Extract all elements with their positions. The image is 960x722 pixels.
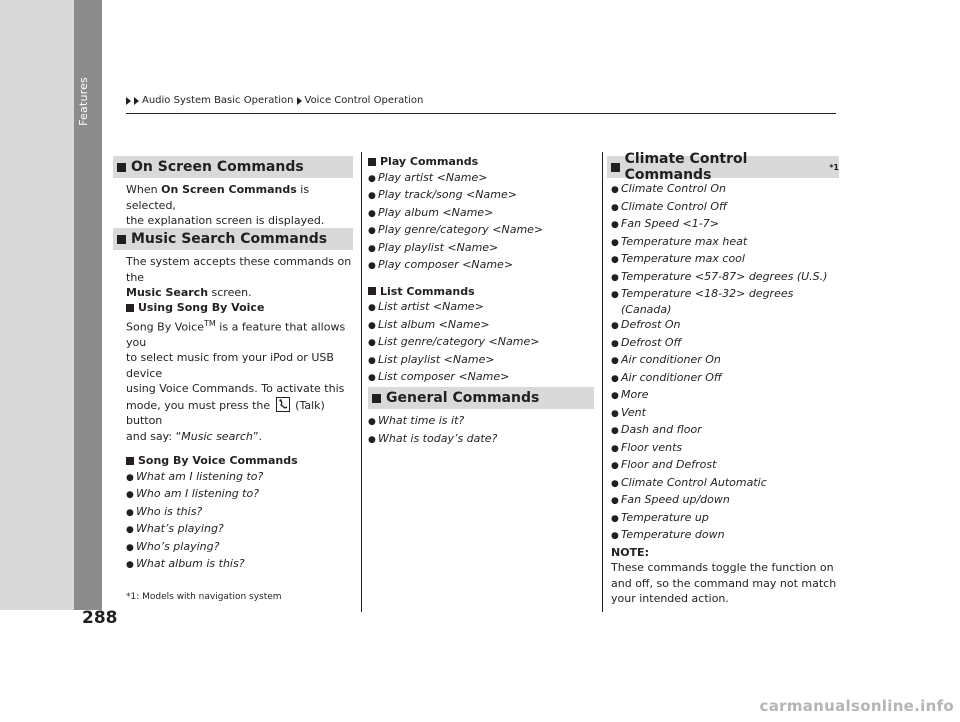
text: ”. [252, 429, 263, 443]
square-bullet-icon [368, 287, 376, 295]
sbv-line [126, 316, 358, 351]
list-item: ● Floor vents [611, 440, 683, 454]
list-item: ● Fan Speed <1-7> [611, 217, 719, 230]
square-bullet-icon [372, 394, 381, 403]
text: (Talk) button [126, 398, 325, 428]
list-item: ● Temperature max heat [611, 234, 748, 248]
bold-term: On Screen Commands [161, 183, 297, 196]
text: screen. [208, 286, 252, 299]
page-number: 288 [82, 608, 118, 628]
heading-text: Climate Control Commands [624, 151, 748, 183]
side-tab-features[interactable] [74, 0, 102, 610]
list-item: ● What’s playing? [126, 522, 224, 536]
column-divider [602, 152, 603, 612]
music-search-commands-heading [113, 228, 353, 250]
square-bullet-icon [126, 457, 134, 465]
square-bullet-icon [117, 163, 126, 172]
trademark: TM [204, 318, 216, 328]
heading-text: On Screen Commands [131, 159, 304, 175]
music-search-description [126, 254, 358, 301]
talk-button-icon [276, 397, 290, 412]
italic-term: Music search [181, 429, 253, 443]
list-item: ● Temperature up [611, 510, 709, 524]
list-item: ● Dash and floor [611, 423, 702, 436]
list-item: ● Air conditioner Off [611, 370, 722, 384]
general-commands-heading [368, 387, 594, 409]
list-item: ● Air conditioner On [611, 353, 721, 366]
list-item: ● Vent [611, 405, 646, 419]
side-tab-label: Features [77, 77, 90, 126]
list-item: ● Climate Control On [611, 182, 726, 195]
text: is a feature that allows you [126, 320, 346, 349]
text: is selected, [126, 183, 310, 212]
side-tab-light [0, 0, 74, 610]
breadcrumb-arrow-icon [126, 97, 131, 105]
footnote: *1: Models with navigation system [126, 592, 282, 602]
climate-control-commands-heading [607, 151, 839, 183]
sbv-line [126, 429, 358, 445]
text: and say: “ [126, 429, 182, 443]
text: The system accepts these commands on the [126, 255, 352, 284]
list-item: ● What is today’s date? [368, 431, 498, 445]
sbv-line [126, 397, 358, 429]
list-item: ● Climate Control Automatic [611, 475, 767, 489]
list-item: ● Floor and Defrost [611, 458, 717, 471]
square-bullet-icon [126, 304, 134, 312]
note-line: These commands toggle the function on [611, 561, 834, 574]
breadcrumb-page-link[interactable]: Voice Control Operation [304, 95, 424, 106]
song-by-voice-section [126, 300, 358, 574]
list-item: ● Temperature <57-87> degrees (U.S.) [611, 269, 828, 283]
subheading-text: Using Song By Voice [138, 301, 265, 314]
text: the explanation screen is displayed. [126, 214, 325, 227]
climate-commands-list [611, 181, 841, 607]
list-item: ● More [611, 388, 649, 401]
list-item: ● Play artist <Name> [368, 170, 488, 184]
list-item: ● List composer <Name> [368, 370, 510, 383]
list-item: ● Play album <Name> [368, 205, 494, 219]
square-bullet-icon [611, 163, 620, 172]
header-rule [126, 113, 836, 114]
list-item: ● Play playlist <Name> [368, 240, 499, 254]
text: mode, you must press the [126, 398, 271, 412]
breadcrumb [126, 95, 423, 106]
list-item: ● What am I listening to? [126, 469, 264, 483]
list-item: ● Play composer <Name> [368, 258, 514, 271]
heading-text: General Commands [386, 390, 540, 406]
note-line: your intended action. [611, 592, 729, 605]
subheading-text: Song By Voice Commands [138, 454, 298, 468]
bold-term: Music Search [126, 286, 209, 299]
list-item: ● Temperature <18-32> degrees (Canada) [611, 287, 794, 316]
square-bullet-icon [368, 158, 376, 166]
on-screen-commands-heading [113, 156, 353, 178]
list-item: ● Play track/song <Name> [368, 188, 517, 201]
list-item: ● List artist <Name> [368, 300, 484, 313]
general-commands-list [368, 413, 596, 448]
breadcrumb-section-link[interactable]: Audio System Basic Operation [142, 95, 294, 106]
sbv-commands-subheading [126, 453, 358, 469]
breadcrumb-arrow-icon [297, 97, 302, 105]
list-item: ● Defrost Off [611, 335, 682, 349]
list-item: ● Who’s playing? [126, 539, 220, 553]
sbv-line: using Voice Commands. To activate this [126, 382, 345, 396]
list-item: ● List album <Name> [368, 317, 490, 331]
list-item: ● Temperature max cool [611, 252, 745, 265]
watermark: carmanualsonline.info [759, 697, 954, 715]
subheading-text: List Commands [380, 284, 475, 298]
play-commands-section [368, 154, 596, 387]
on-screen-description [126, 182, 356, 229]
column-divider [361, 152, 362, 612]
list-item: ● Play genre/category <Name> [368, 223, 544, 236]
square-bullet-icon [117, 235, 126, 244]
heading-text: Music Search Commands [131, 231, 328, 247]
list-item: ● Temperature down [611, 528, 725, 541]
footnote-reference: *1 [829, 162, 839, 172]
list-item: ● Fan Speed up/down [611, 493, 730, 506]
list-item: ● What time is it? [368, 414, 465, 427]
note-label: NOTE: [611, 545, 649, 559]
list-item: ● Who is this? [126, 504, 203, 518]
breadcrumb-arrow-icon [134, 97, 139, 105]
sbv-line: to select music from your iPod or USB device [126, 351, 334, 380]
list-item: ● Defrost On [611, 318, 681, 331]
song-by-voice-subheading [126, 300, 358, 316]
list-item: ● List playlist <Name> [368, 352, 495, 366]
list-item: ● Climate Control Off [611, 199, 727, 213]
text: Song By Voice [126, 320, 204, 334]
text: When [126, 183, 162, 196]
play-commands-subheading [368, 154, 596, 170]
list-commands-subheading [368, 284, 596, 300]
list-item: ● What album is this? [126, 557, 245, 571]
subheading-text: Play Commands [380, 155, 479, 168]
list-item: ● Who am I listening to? [126, 487, 260, 501]
note-line: and off, so the command may not match [611, 576, 837, 590]
list-item: ● List genre/category <Name> [368, 335, 540, 348]
